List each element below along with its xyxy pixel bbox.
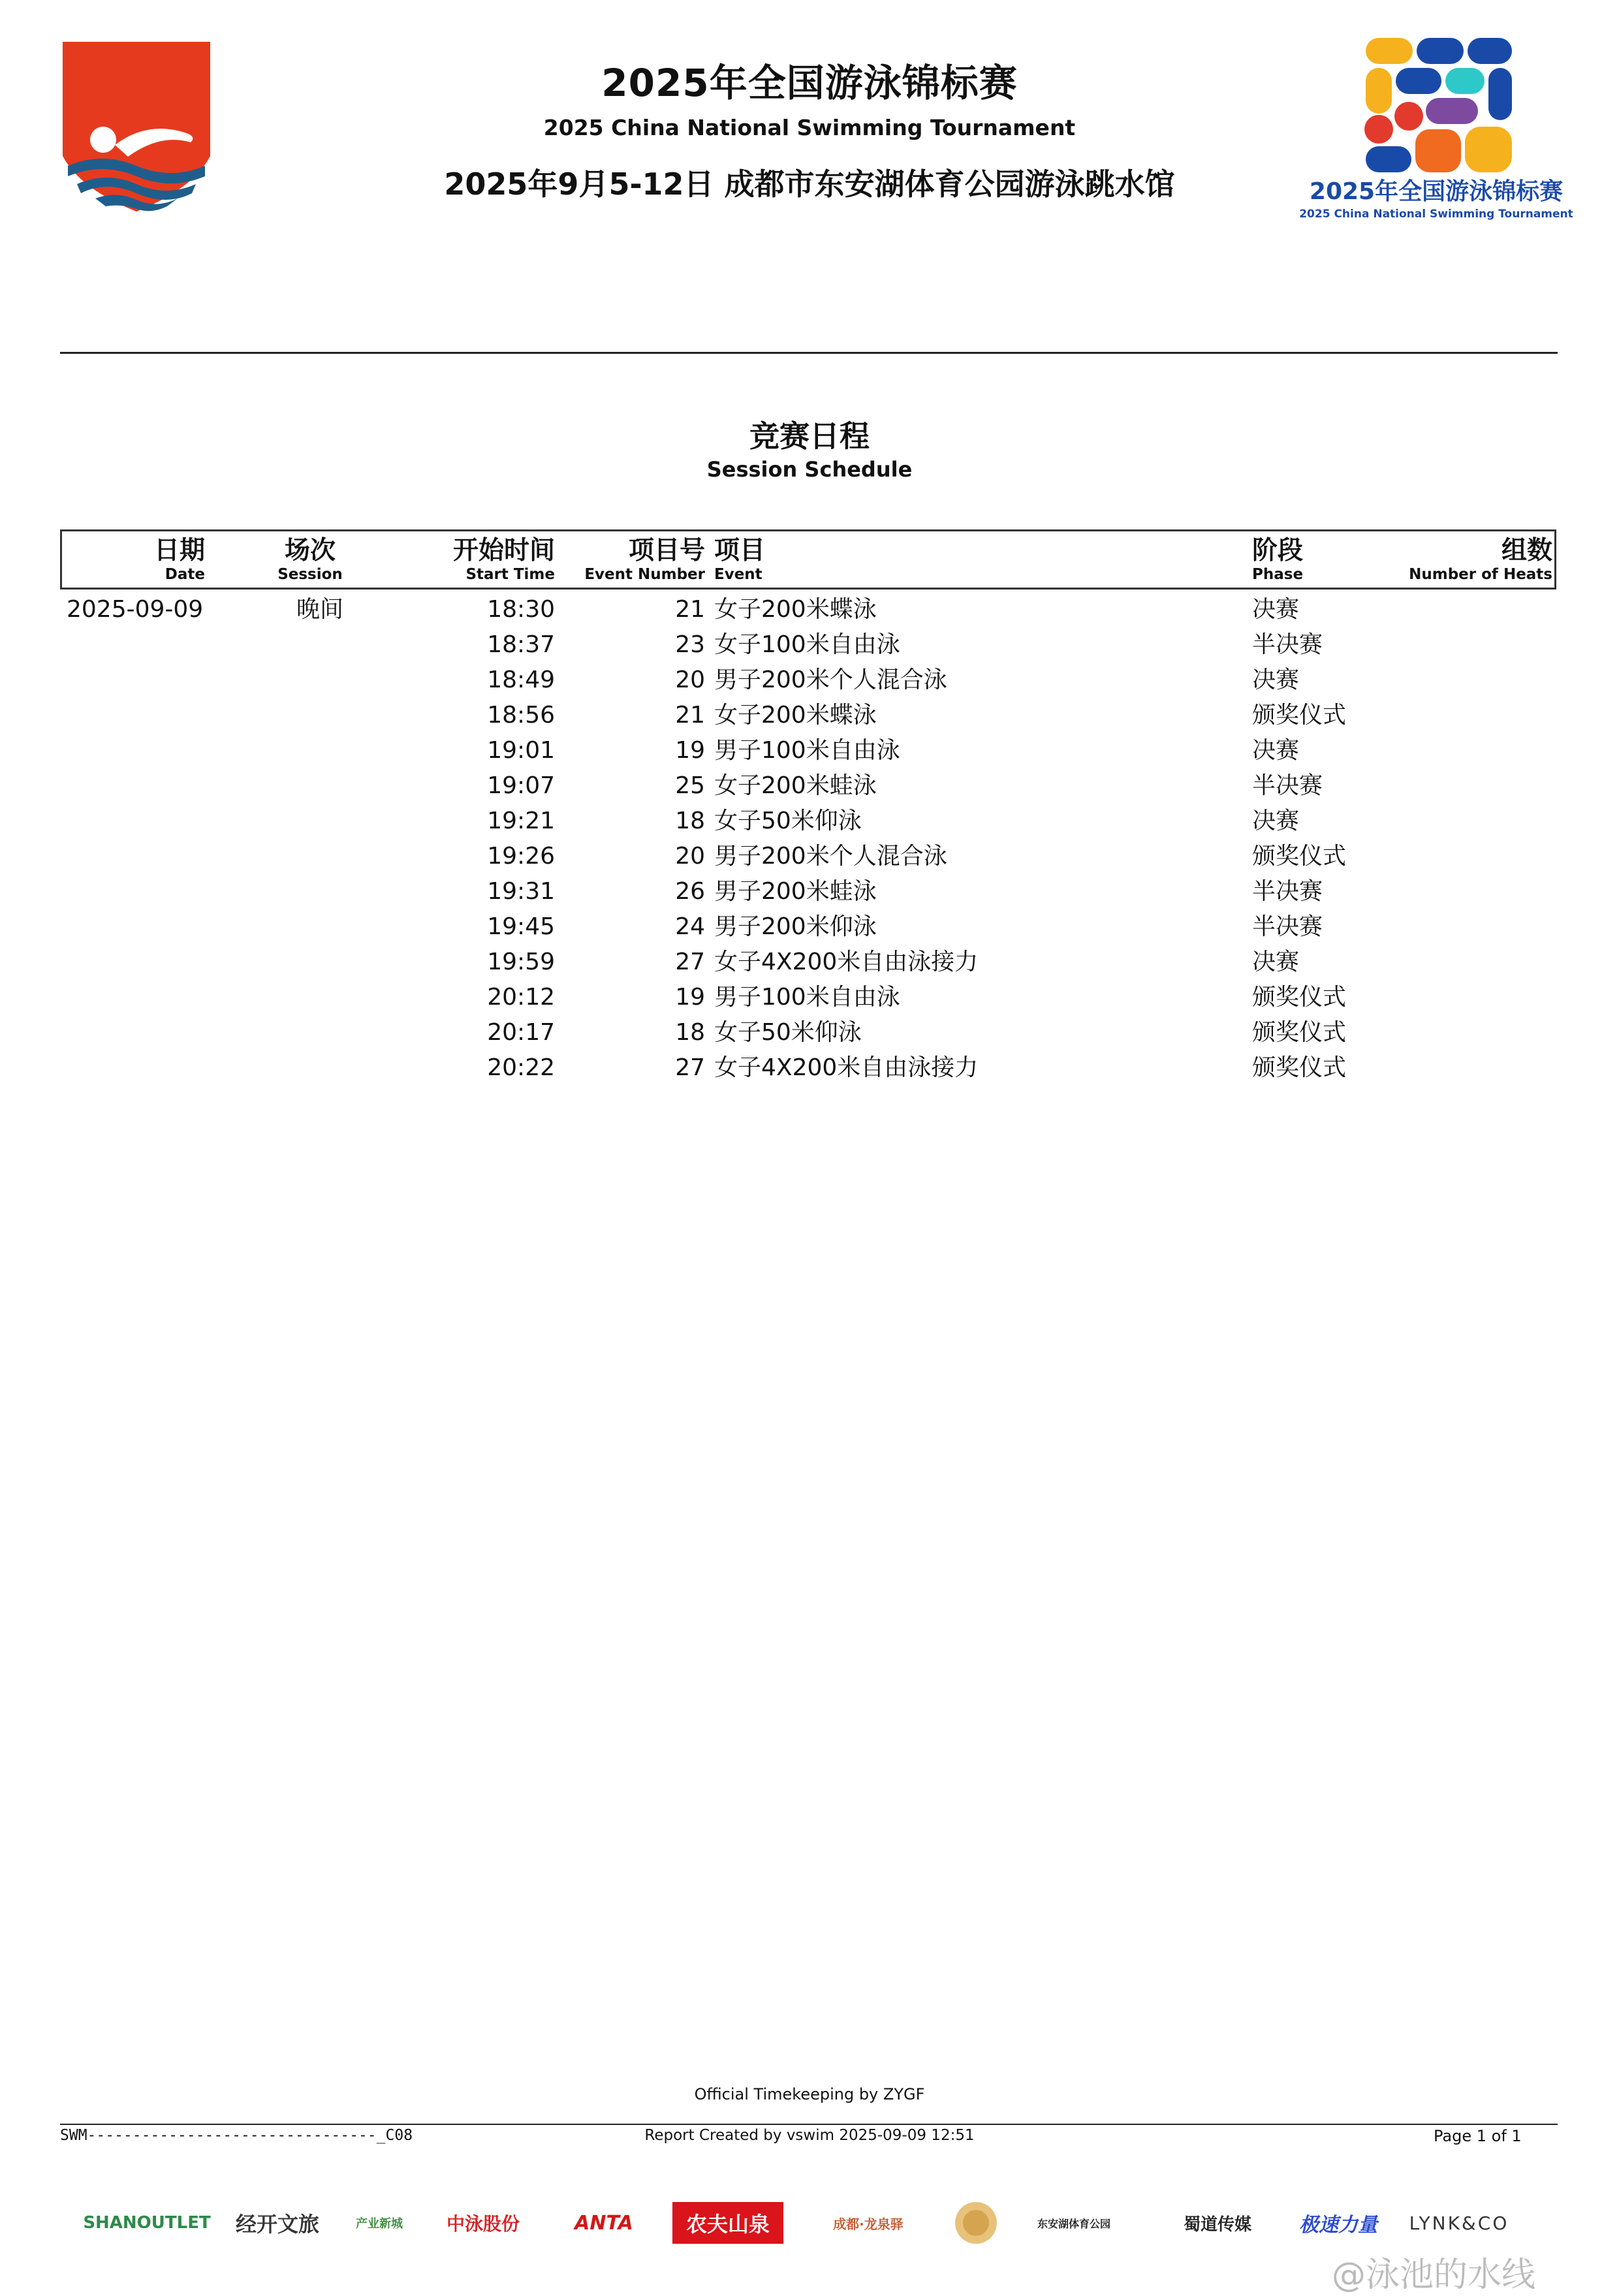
sponsor-logo: ANTA bbox=[574, 2211, 633, 2235]
col-start-time-en: Start Time bbox=[465, 566, 555, 583]
col-date-en: Date bbox=[165, 566, 205, 583]
start-time: 18:49 bbox=[487, 667, 555, 693]
event-name: 女子4X200米自由泳接力 bbox=[714, 1054, 979, 1081]
right-logo-title-cn: 2025年全国游泳锦标赛 bbox=[1309, 178, 1564, 205]
sponsor-logo: 中泳股份 bbox=[446, 2213, 520, 2235]
col-phase-en: Phase bbox=[1252, 566, 1304, 583]
date-venue: 2025年9月5-12日 成都市东安湖体育公园游泳跳水馆 bbox=[444, 166, 1175, 202]
event-name: 男子200米个人混合泳 bbox=[714, 843, 947, 870]
start-time: 20:17 bbox=[487, 1019, 555, 1046]
timekeeping-note: Official Timekeeping by ZYGF bbox=[694, 2085, 925, 2103]
report-code: SWM--------------------------------_C08 bbox=[60, 2127, 413, 2144]
gold-emblem-icon bbox=[953, 2200, 999, 2246]
sponsor-strip bbox=[83, 2194, 1567, 2252]
event-number: 25 bbox=[675, 772, 705, 799]
event-name: 女子200米蛙泳 bbox=[714, 772, 877, 799]
event-number: 27 bbox=[675, 949, 705, 975]
event-name: 女子200米蝶泳 bbox=[714, 596, 877, 623]
col-event-number-cn: 项目号 bbox=[628, 536, 705, 565]
sponsor-logo: 蜀道传媒 bbox=[1183, 2214, 1251, 2235]
start-time: 19:45 bbox=[487, 913, 555, 940]
event-number: 20 bbox=[675, 667, 705, 693]
sponsor-emblem-icon bbox=[947, 2194, 1005, 2252]
sponsor-logo: 极速力量 bbox=[1299, 2214, 1377, 2237]
sponsor-logo: 农夫山泉 bbox=[672, 2202, 783, 2244]
right-logo-title-en: 2025 China National Swimming Tournament bbox=[1299, 208, 1573, 221]
phase: 颁奖仪式 bbox=[1252, 1054, 1347, 1081]
phase: 颁奖仪式 bbox=[1252, 843, 1347, 870]
sponsor-logo: 经开文旅 bbox=[235, 2212, 319, 2237]
col-header-start-time bbox=[411, 537, 555, 584]
phase: 决赛 bbox=[1252, 667, 1300, 693]
start-time: 19:31 bbox=[487, 878, 555, 905]
page-number: Page 1 of 1 bbox=[1434, 2127, 1522, 2145]
phase: 决赛 bbox=[1252, 808, 1300, 834]
event-number: 24 bbox=[675, 913, 705, 940]
start-time: 20:22 bbox=[487, 1054, 555, 1081]
event-name: 女子100米自由泳 bbox=[714, 631, 900, 658]
phase: 决赛 bbox=[1252, 596, 1300, 623]
header-divider bbox=[60, 352, 1558, 354]
event-name: 女子50米仰泳 bbox=[714, 1019, 862, 1046]
col-heats-en: Number of Heats bbox=[1409, 566, 1552, 583]
start-time: 18:56 bbox=[487, 702, 555, 729]
start-time: 19:07 bbox=[487, 772, 555, 799]
phase: 决赛 bbox=[1252, 737, 1300, 764]
phase: 半决赛 bbox=[1252, 772, 1323, 799]
sponsor-logo: 成都·龙泉驿 bbox=[833, 2216, 904, 2232]
col-header-event bbox=[714, 537, 910, 584]
col-phase-cn: 阶段 bbox=[1252, 536, 1304, 565]
col-session-en: Session bbox=[277, 566, 343, 583]
event-number: 21 bbox=[675, 596, 705, 623]
event-name: 男子200米个人混合泳 bbox=[714, 667, 947, 693]
event-number: 27 bbox=[675, 1054, 705, 1081]
report-created: Report Created by vswim 2025-09-09 12:51 bbox=[644, 2127, 975, 2144]
phase: 颁奖仪式 bbox=[1252, 1019, 1347, 1046]
event-number: 19 bbox=[675, 737, 705, 764]
col-start-time-cn: 开始时间 bbox=[452, 536, 555, 565]
phase: 半决赛 bbox=[1252, 631, 1323, 658]
col-event-number-en: Event Number bbox=[584, 566, 705, 583]
col-session-cn: 场次 bbox=[284, 536, 336, 565]
page-title: 2025年全国游泳锦标赛 bbox=[601, 61, 1018, 105]
event-number: 18 bbox=[675, 1019, 705, 1046]
row-session: 晚间 bbox=[296, 596, 343, 623]
start-time: 19:59 bbox=[487, 949, 555, 975]
schedule-subtitle: Session Schedule bbox=[706, 457, 913, 482]
phase: 半决赛 bbox=[1252, 913, 1323, 940]
phase: 颁奖仪式 bbox=[1252, 702, 1347, 729]
start-time: 19:01 bbox=[487, 737, 555, 764]
sponsor-logo: 东安湖体育公园 bbox=[1037, 2217, 1110, 2230]
col-heats-cn: 组数 bbox=[1501, 536, 1552, 565]
sponsor-logo: SHANOUTLET bbox=[83, 2213, 211, 2233]
sponsor-logo: 产业新城 bbox=[356, 2217, 403, 2231]
start-time: 19:21 bbox=[487, 808, 555, 834]
col-event-cn: 项目 bbox=[714, 536, 766, 565]
start-time: 19:26 bbox=[487, 843, 555, 870]
row-date: 2025-09-09 bbox=[67, 596, 204, 623]
event-name: 男子100米自由泳 bbox=[714, 737, 900, 764]
phase: 颁奖仪式 bbox=[1252, 984, 1347, 1011]
event-number: 23 bbox=[675, 631, 705, 658]
event-number: 19 bbox=[675, 984, 705, 1011]
schedule-title: 竞赛日程 bbox=[749, 418, 870, 454]
col-header-date bbox=[98, 537, 205, 584]
event-name: 女子200米蝶泳 bbox=[714, 702, 877, 729]
event-name: 女子50米仰泳 bbox=[714, 808, 862, 834]
start-time: 18:30 bbox=[487, 596, 555, 623]
event-name: 男子200米仰泳 bbox=[714, 913, 877, 940]
event-name: 男子100米自由泳 bbox=[714, 984, 900, 1011]
footer-divider bbox=[60, 2124, 1558, 2125]
event-number: 26 bbox=[675, 878, 705, 905]
start-time: 18:37 bbox=[487, 631, 555, 658]
phase: 半决赛 bbox=[1252, 878, 1323, 905]
event-number: 21 bbox=[675, 702, 705, 729]
event-name: 女子4X200米自由泳接力 bbox=[714, 949, 979, 975]
phase: 决赛 bbox=[1252, 949, 1300, 975]
event-number: 18 bbox=[675, 808, 705, 834]
event-name: 男子200米蛙泳 bbox=[714, 878, 877, 905]
col-event-en: Event bbox=[714, 566, 762, 583]
page-subtitle: 2025 China National Swimming Tournament bbox=[543, 115, 1076, 140]
col-header-session bbox=[261, 537, 359, 584]
start-time: 20:12 bbox=[487, 984, 555, 1011]
col-header-event-number bbox=[574, 537, 705, 584]
col-header-heats bbox=[1358, 537, 1552, 584]
watermark: @泳池的水线 bbox=[1332, 2256, 1536, 2295]
col-date-cn: 日期 bbox=[153, 536, 205, 565]
event-number: 20 bbox=[675, 843, 705, 870]
sponsor-logo: LYNK&CO bbox=[1409, 2212, 1509, 2234]
